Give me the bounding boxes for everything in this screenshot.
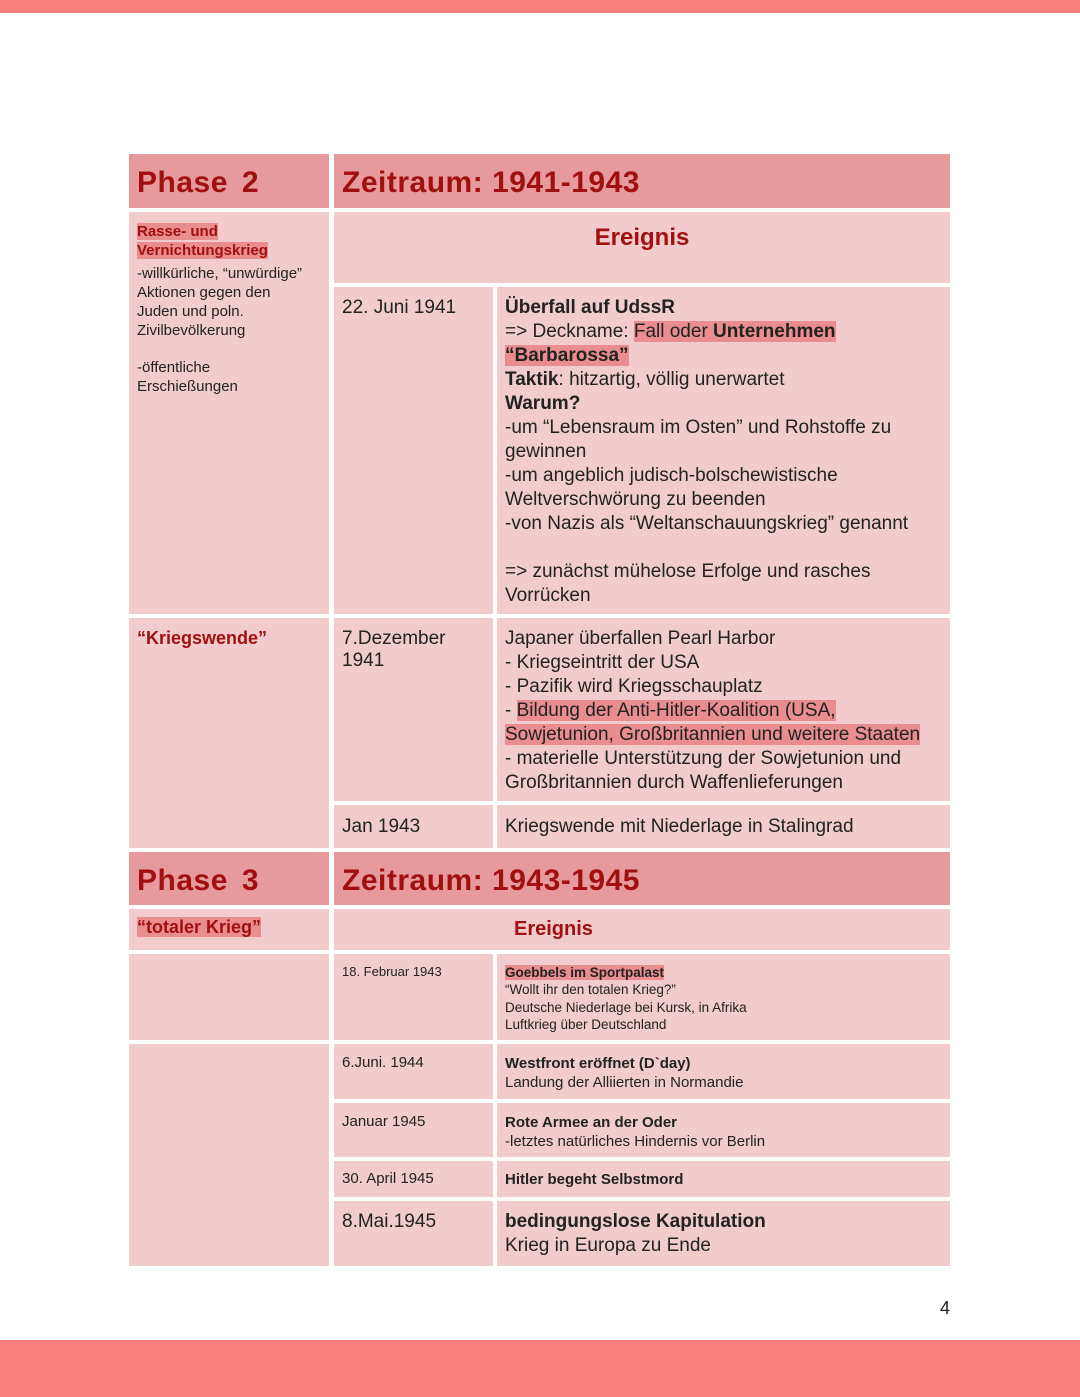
- event2-line: Japaner überfallen Pearl Harbor: [505, 628, 776, 649]
- phase2-header-cell: [129, 154, 329, 208]
- p3-event1-text-cell: [497, 954, 950, 1040]
- deckname-prefix: => Deckname:: [505, 321, 634, 342]
- reason-line: -von Nazis als “Weltanschauungskrieg” genannt: [505, 513, 909, 534]
- result-line: => zunächst mühelose Erfolge und rasches: [505, 561, 871, 582]
- taktik-label: Taktik: [505, 369, 559, 390]
- p3-event1-date-cell: [334, 954, 493, 1040]
- phase3-header-cell: [129, 852, 329, 905]
- reason-line: -um angeblich judisch-bolschewistische: [505, 465, 838, 486]
- event1-title: Überfall auf UdssR: [505, 297, 675, 318]
- left-line: Erschießungen: [137, 378, 238, 395]
- left-line: Zivilbevölkerung: [137, 322, 246, 339]
- phase3-zeitraum: Zeitraum: 1943-1945: [342, 864, 640, 897]
- phase2-ereignis-title: Ereignis: [594, 224, 690, 251]
- event2-line-prefix: -: [505, 700, 517, 721]
- phase3-left-empty-1: [129, 954, 329, 1040]
- p3-event5-text-cell: [497, 1201, 950, 1266]
- p3-event4-title: Hitler begeht Selbstmord: [505, 1171, 684, 1188]
- left-line: Aktionen gegen den: [137, 284, 271, 301]
- p3-event1-title: Goebbels im Sportpalast: [505, 965, 665, 980]
- phase3-label: Phase: [137, 864, 228, 897]
- p3-event2-text-cell: [497, 1044, 950, 1099]
- event2-line: - Pazifik wird Kriegsschauplatz: [505, 676, 763, 697]
- event3-date-cell: [334, 805, 493, 848]
- phase3-ereignis-cell: [334, 909, 950, 950]
- p3-event1-line: “Wollt ihr den totalen Krieg?”: [505, 982, 676, 998]
- left-line: -öffentliche: [137, 359, 211, 376]
- event2-line: - Kriegseintritt der USA: [505, 652, 700, 673]
- event2-line: Großbritannien durch Waffenlieferungen: [505, 772, 843, 793]
- p3-event5-date-cell: [334, 1201, 493, 1266]
- p3-event5-date: 8.Mai.1945: [342, 1211, 437, 1232]
- phase2-ereignis-cell: [334, 212, 950, 283]
- warum-label: Warum?: [505, 393, 581, 414]
- reason-line: gewinnen: [505, 441, 587, 462]
- event3-text-cell: [497, 805, 950, 848]
- bottom-accent-bar: [0, 1340, 1080, 1397]
- phase2-left-cell: [129, 212, 329, 614]
- p3-event5-title: bedingungslose Kapitulation: [505, 1211, 766, 1232]
- p3-event4-date: 30. April 1945: [342, 1170, 434, 1187]
- p3-event5-line: Krieg in Europa zu Ende: [505, 1235, 711, 1256]
- event3-text: Kriegswende mit Niederlage in Stalingrad: [505, 816, 854, 837]
- p3-event4-text-cell: [497, 1161, 950, 1197]
- phase2-label: Phase: [137, 166, 228, 199]
- event1-text-cell: [497, 287, 950, 614]
- event2-date: 7.Dezember 1941: [342, 628, 446, 671]
- p3-event3-date: Januar 1945: [342, 1113, 426, 1130]
- deckname-bold: Unternehmen: [713, 321, 836, 342]
- totaler-krieg-cell: [129, 909, 329, 950]
- p3-event3-date-cell: [334, 1103, 493, 1157]
- p3-event3-line: -letztes natürliches Hindernis vor Berlin: [505, 1133, 766, 1150]
- phase2-number: 2: [241, 166, 260, 199]
- barbarossa-label: “Barbarossa”: [505, 345, 629, 366]
- event2-text-cell: [497, 618, 950, 801]
- phase3-zeitraum-cell: [334, 852, 950, 905]
- p3-event1-line: Luftkrieg über Deutschland: [505, 1016, 667, 1032]
- left-line: -willkürliche, “unwürdige”: [137, 265, 303, 282]
- vernichtungskrieg-label: Vernichtungskrieg: [137, 242, 268, 259]
- p3-event1-line: Deutsche Niederlage bei Kursk, in Afrika: [505, 999, 747, 1015]
- kriegswende-label: “Kriegswende”: [137, 628, 268, 648]
- p3-event4-date-cell: [334, 1161, 493, 1197]
- phase3-ereignis-title: Ereignis: [514, 918, 593, 940]
- taktik-text: : hitzartig, völlig unerwartet: [558, 369, 785, 390]
- p3-event3-text-cell: [497, 1103, 950, 1157]
- anti-hitler-koalition-highlight: Bildung der Anti-Hitler-Koalition (USA,: [516, 700, 836, 721]
- event2-date-cell: [334, 618, 493, 801]
- p3-event1-date: 18. Februar 1943: [342, 964, 442, 979]
- p3-event2-date-cell: [334, 1044, 493, 1099]
- p3-event2-date: 6.Juni. 1944: [342, 1054, 424, 1071]
- anti-hitler-koalition-highlight-2: Sowjetunion, Großbritannien und weitere Staaten: [505, 724, 921, 745]
- result-line: Vorrücken: [505, 585, 591, 606]
- phase3-number: 3: [241, 864, 260, 897]
- phase2-zeitraum: Zeitraum: 1941-1943: [342, 166, 640, 199]
- kriegswende-left-cell: [129, 618, 329, 848]
- left-line: Juden und poln.: [137, 303, 244, 320]
- event2-line: - materielle Unterstützung der Sowjetunion und: [505, 748, 902, 769]
- page-number: 4: [939, 1298, 950, 1318]
- phase3-left-empty-2: [129, 1044, 329, 1266]
- top-accent-bar: [0, 0, 1080, 13]
- rasse-label: Rasse- und: [137, 223, 218, 240]
- p3-event3-title: Rote Armee an der Oder: [505, 1114, 677, 1131]
- event3-date: Jan 1943: [342, 816, 421, 837]
- deckname-highlight: Fall oder: [633, 321, 714, 342]
- phase2-zeitraum-cell: [334, 154, 950, 208]
- event1-date: 22. Juni 1941: [342, 297, 457, 318]
- p3-event2-title: Westfront eröffnet (D`day): [505, 1055, 691, 1072]
- reason-line: Weltverschwörung zu beenden: [505, 489, 766, 510]
- p3-event2-line: Landung der Alliierten in Normandie: [505, 1074, 744, 1091]
- reason-line: -um “Lebensraum im Osten” und Rohstoffe zu: [505, 417, 892, 438]
- totaler-krieg-label: “totaler Krieg”: [137, 917, 262, 937]
- event1-date-cell: [334, 287, 493, 614]
